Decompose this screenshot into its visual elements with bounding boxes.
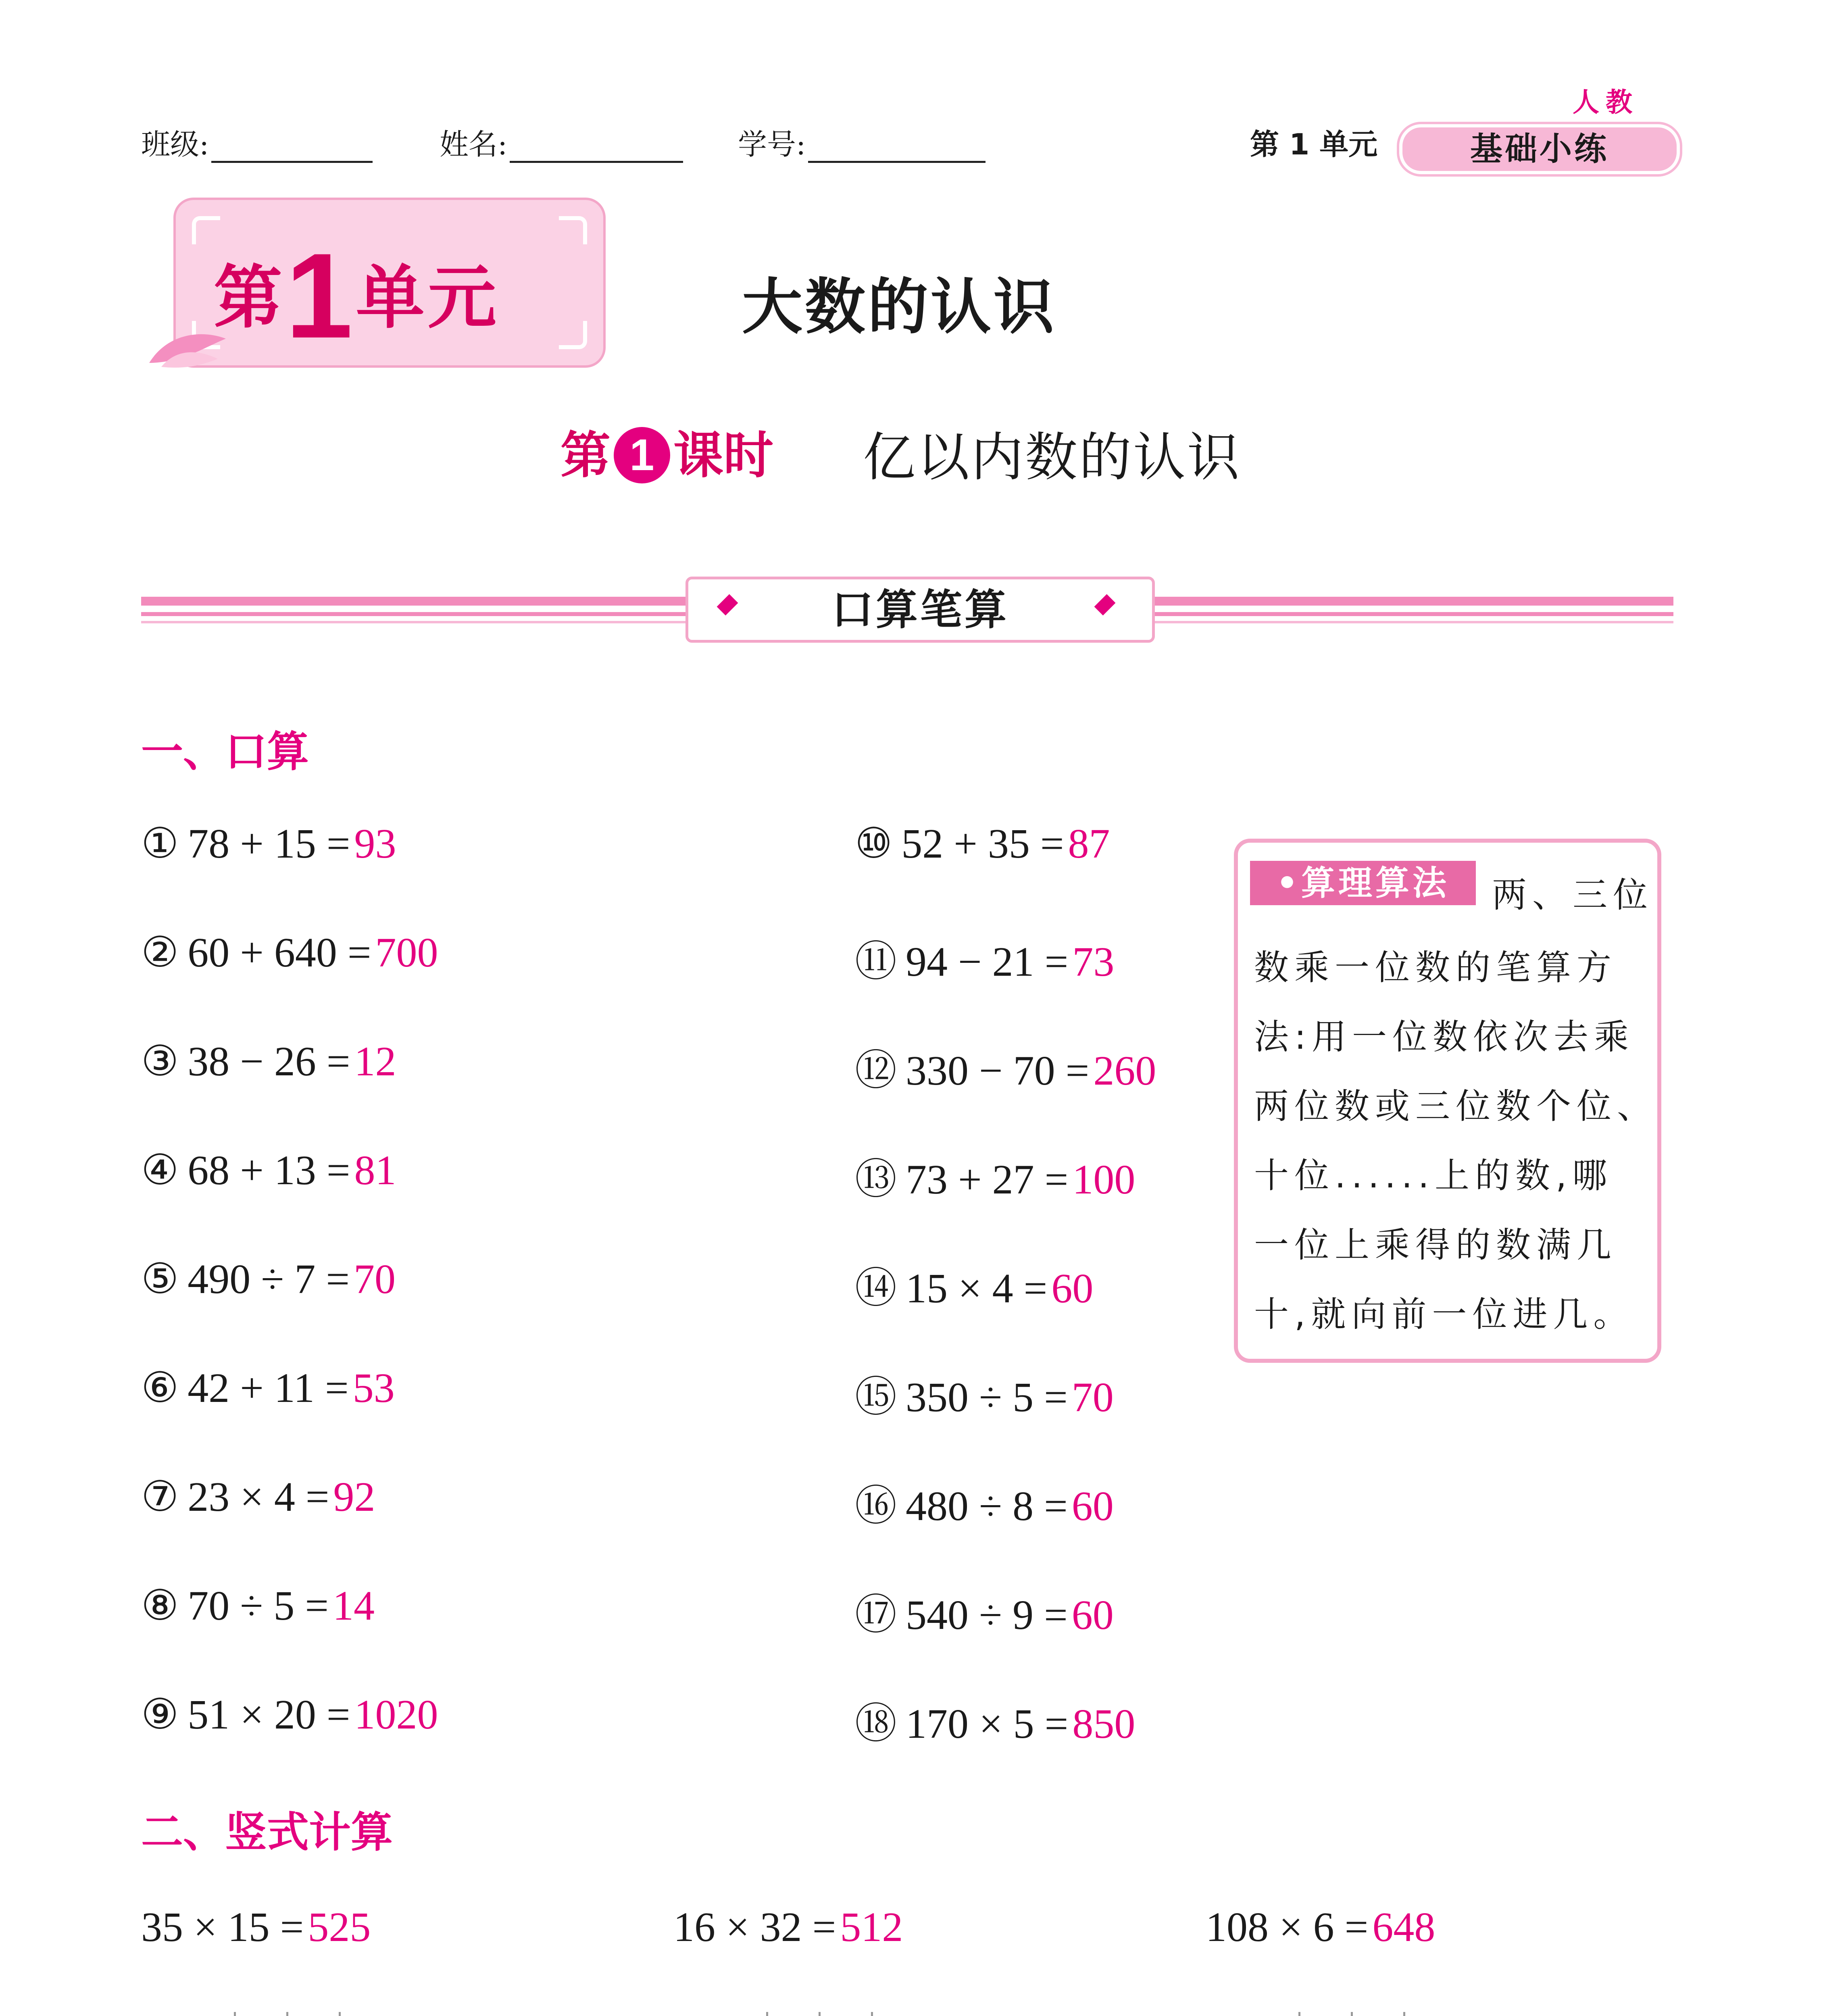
oral-problem xyxy=(855,1145,1135,1206)
problem-expression: 480 ÷ 8 = xyxy=(906,1483,1068,1529)
lesson-label: 第 1 课时 xyxy=(560,427,774,485)
problem-answer[interactable]: 73 xyxy=(1072,939,1115,985)
id-label: 学号: xyxy=(738,127,806,161)
problem-index: ⑯ xyxy=(855,1483,897,1529)
name-blank[interactable] xyxy=(510,133,683,163)
problem-answer[interactable]: 12 xyxy=(354,1038,396,1085)
oral-problem xyxy=(855,1363,1114,1423)
problem-answer[interactable]: 648 xyxy=(1372,1904,1436,1950)
name-field xyxy=(440,121,683,163)
problem-answer[interactable]: 92 xyxy=(333,1474,375,1520)
problem-answer[interactable]: 60 xyxy=(1071,1592,1114,1638)
tip-text: 十,就向前一位进几。 xyxy=(1254,1294,1634,1335)
problem-expression: 540 ÷ 9 = xyxy=(906,1592,1068,1638)
problem-index: ⑨ xyxy=(141,1691,179,1738)
problem-index: ⑰ xyxy=(855,1592,897,1638)
lesson-number: 1 xyxy=(614,427,670,483)
column-guide xyxy=(766,2012,768,2016)
oral-problem xyxy=(141,927,438,977)
column-guide xyxy=(234,2012,236,2016)
written-problem xyxy=(673,1903,903,1951)
problem-answer[interactable]: 1020 xyxy=(354,1691,438,1738)
problem-expression: 78 + 15 = xyxy=(188,821,350,867)
part2-heading: 二、竖式计算 xyxy=(141,1808,393,1857)
oral-problem xyxy=(141,818,396,868)
problem-answer[interactable]: 700 xyxy=(375,929,438,976)
class-blank[interactable] xyxy=(211,133,373,163)
tip-text: 一位上乘得的数满几 xyxy=(1254,1225,1617,1265)
problem-index: ② xyxy=(141,929,179,976)
oral-problem xyxy=(141,1363,395,1412)
column-guide xyxy=(819,2012,821,2016)
unit-tag: 第 1 单元 xyxy=(1250,127,1378,161)
problem-expression: 60 + 640 = xyxy=(188,929,371,976)
problem-expression: 170 × 5 = xyxy=(906,1701,1069,1747)
lesson-title: 亿以内数的认识 xyxy=(863,427,1242,488)
problem-answer[interactable]: 53 xyxy=(352,1365,395,1411)
oral-problem xyxy=(855,927,1114,988)
tip-text: 数乘一位数的笔算方 xyxy=(1254,948,1617,988)
problem-answer[interactable]: 260 xyxy=(1093,1048,1156,1094)
problem-expression: 16 × 32 = xyxy=(673,1904,836,1950)
oral-problem xyxy=(855,818,1110,868)
problem-expression: 23 × 4 = xyxy=(188,1474,329,1520)
tip-text: 十位......上的数,哪 xyxy=(1254,1156,1613,1196)
problem-index: ③ xyxy=(141,1038,179,1085)
problem-index: ⑫ xyxy=(855,1048,897,1094)
oral-problem xyxy=(141,1689,438,1739)
unit-title: 大数的认识 xyxy=(742,272,1057,342)
tip-text: 法:用一位数依次去乘 xyxy=(1254,1017,1634,1057)
problem-expression: 35 × 15 = xyxy=(141,1904,304,1950)
problem-answer[interactable]: 87 xyxy=(1068,821,1110,867)
problem-answer[interactable]: 60 xyxy=(1071,1483,1114,1529)
name-label: 姓名: xyxy=(440,127,508,161)
tip-text: 两位数或三位数个位、 xyxy=(1254,1086,1657,1127)
section-title: 口算笔算 xyxy=(831,585,1009,634)
problem-answer[interactable]: 525 xyxy=(308,1904,371,1950)
problem-expression: 94 − 21 = xyxy=(906,939,1069,985)
tip-text: 两、三位 xyxy=(1492,875,1653,915)
publisher-badge: 人教 xyxy=(1573,87,1639,118)
series-badge: 基础小练 xyxy=(1399,124,1680,174)
written-problem xyxy=(141,1903,371,1951)
problem-index: ① xyxy=(141,821,179,867)
id-field xyxy=(738,121,986,163)
problem-expression: 490 ÷ 7 = xyxy=(188,1256,350,1302)
problem-expression: 42 + 11 = xyxy=(188,1365,349,1411)
problem-index: ⑦ xyxy=(141,1474,179,1520)
class-field xyxy=(141,121,373,163)
problem-index: ⑬ xyxy=(855,1156,897,1203)
problem-expression: 70 ÷ 5 = xyxy=(188,1583,329,1629)
tip-tag: •算理算法 xyxy=(1250,861,1476,905)
column-guide xyxy=(286,2012,288,2016)
problem-expression: 51 × 20 = xyxy=(188,1691,350,1738)
oral-problem xyxy=(141,1581,375,1630)
oral-problem xyxy=(855,1581,1114,1641)
column-guide xyxy=(1403,2012,1405,2016)
oral-problem xyxy=(855,1689,1135,1750)
id-blank[interactable] xyxy=(808,133,986,163)
problem-answer[interactable]: 60 xyxy=(1051,1265,1094,1312)
unit-heading: 第1单元 xyxy=(214,228,500,363)
oral-problem xyxy=(141,1036,396,1085)
problem-expression: 108 × 6 = xyxy=(1206,1904,1369,1950)
problem-answer[interactable]: 70 xyxy=(353,1256,396,1302)
problem-expression: 73 + 27 = xyxy=(906,1156,1069,1203)
problem-answer[interactable]: 70 xyxy=(1071,1374,1114,1420)
oral-problem xyxy=(855,1254,1093,1314)
problem-expression: 330 − 70 = xyxy=(906,1048,1090,1094)
problem-expression: 15 × 4 = xyxy=(906,1265,1048,1312)
problem-answer[interactable]: 512 xyxy=(840,1904,903,1950)
problem-index: ⑮ xyxy=(855,1374,897,1420)
problem-index: ⑥ xyxy=(141,1365,179,1411)
problem-index: ④ xyxy=(141,1147,179,1193)
oral-problem xyxy=(141,1254,396,1303)
oral-problem xyxy=(855,1472,1114,1532)
problem-expression: 38 − 26 = xyxy=(188,1038,350,1085)
oral-problem xyxy=(141,1472,375,1521)
problem-answer[interactable]: 14 xyxy=(332,1583,375,1629)
column-guide xyxy=(339,2012,341,2016)
problem-index: ⑭ xyxy=(855,1265,897,1312)
problem-expression: 52 + 35 = xyxy=(901,821,1064,867)
problem-index: ⑩ xyxy=(855,821,893,867)
problem-expression: 350 ÷ 5 = xyxy=(906,1374,1068,1420)
column-guide xyxy=(871,2012,873,2016)
class-label: 班级: xyxy=(141,127,209,161)
problem-answer[interactable]: 850 xyxy=(1072,1701,1136,1747)
problem-answer[interactable]: 81 xyxy=(354,1147,396,1193)
oral-problem xyxy=(855,1036,1156,1097)
problem-index: ⑤ xyxy=(141,1256,179,1302)
oral-problem xyxy=(141,1145,396,1194)
part1-heading: 一、口算 xyxy=(141,727,309,776)
problem-index: ⑪ xyxy=(855,939,897,985)
column-guide xyxy=(1298,2012,1300,2016)
problem-index: ⑱ xyxy=(855,1701,897,1747)
written-problem xyxy=(1206,1903,1435,1951)
problem-index: ⑧ xyxy=(141,1583,179,1629)
problem-answer[interactable]: 93 xyxy=(354,821,396,867)
problem-answer[interactable]: 100 xyxy=(1072,1156,1136,1203)
column-guide xyxy=(1351,2012,1353,2016)
problem-expression: 68 + 13 = xyxy=(188,1147,350,1193)
